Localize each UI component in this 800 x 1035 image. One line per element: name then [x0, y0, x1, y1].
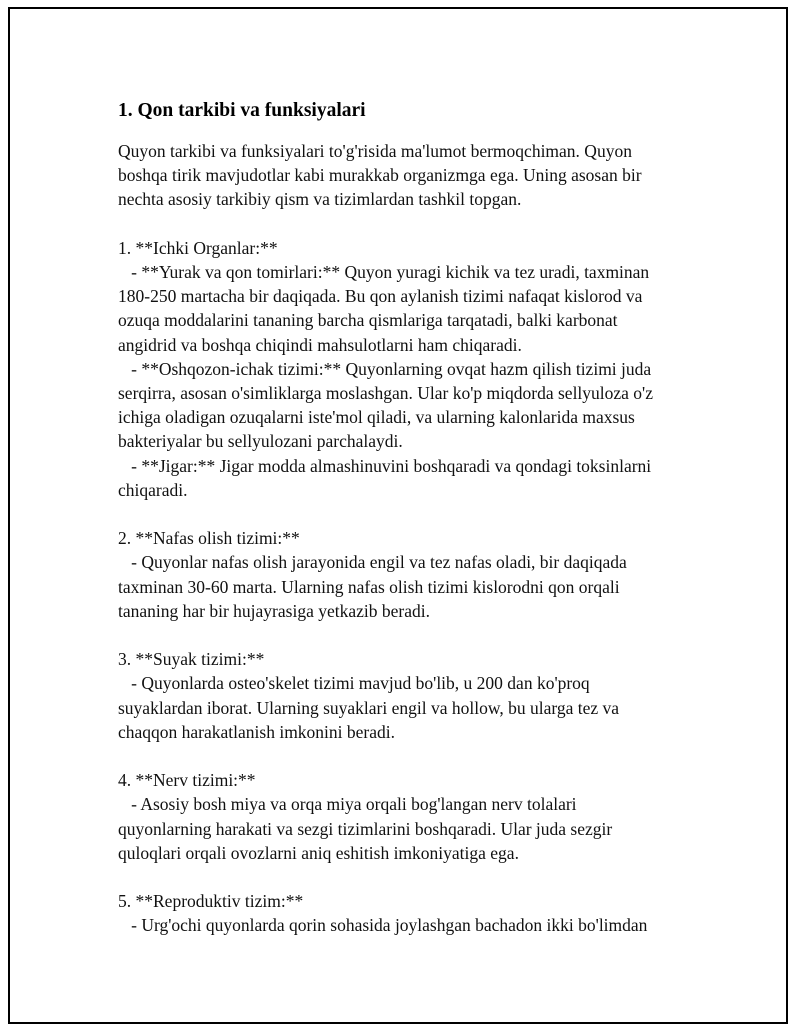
- paragraph-gap: [118, 865, 688, 889]
- document-body: [118, 99, 688, 938]
- section-internal-organs: [118, 236, 688, 502]
- section-reproductive: [118, 889, 688, 937]
- text-line: Quyon tarkibi va funksiyalari to'g'risida ma'lumot bermoqchiman. Quyon: [118, 141, 632, 161]
- intro-paragraph: [118, 139, 688, 212]
- text-line: 180-250 martacha bir daqiqada. Bu qon aylanish tizimi nafaqat kislorod va: [118, 286, 643, 307]
- text-line: - **Jigar:** Jigar modda almashinuvini boshqaradi va qondagi toksinlarni: [118, 455, 652, 476]
- document-title: 1. Qon tarkibi va funksiyalari: [118, 100, 366, 121]
- text-line: - Quyonlar nafas olish jarayonida engil va tez nafas oladi, bir daqiqada: [118, 552, 627, 573]
- text-line: bakteriyalar bu sellyulozani parchalaydi.: [118, 431, 403, 452]
- text-line: taxminan 30-60 marta. Ularning nafas olish tizimi kislorodni qon orqali: [118, 576, 620, 597]
- text-line: - Urg'ochi quyonlarda qorin sohasida joylashgan bachadon ikki bo'limdan: [118, 915, 648, 936]
- text-line: boshqa tirik mavjudotlar kabi murakkab organizmga ega. Uning asosan bir: [118, 165, 642, 186]
- text-line: - Quyonlarda osteo'skelet tizimi mavjud bo'lib, u 200 dan ko'proq: [118, 673, 590, 694]
- text-line: quyonlarning harakati va sezgi tizimlarini boshqaradi. Ular juda sezgir: [118, 818, 613, 839]
- section-heading: 4. **Nerv tizimi:**: [118, 770, 256, 791]
- section-heading: 3. **Suyak tizimi:**: [118, 649, 265, 670]
- text-line: chiqaradi.: [118, 479, 188, 500]
- text-line: quloqlari orqali ovozlarni aniq eshitish imkoniyatiga ega.: [118, 842, 519, 863]
- text-line: tananing har bir hujayrasiga yetkazib beradi.: [118, 600, 430, 621]
- section-heading: 1. **Ichki Organlar:**: [118, 237, 278, 258]
- paragraph-gap: [118, 623, 688, 647]
- text-line: ichiga oladigan ozuqalarni iste'mol qiladi, va ularning kalonlarida maxsus: [118, 407, 635, 428]
- paragraph-gap: [118, 212, 688, 236]
- text-line: - **Oshqozon-ichak tizimi:** Quyonlarning ovqat hazm qilish tizimi juda: [118, 358, 652, 379]
- paragraph-gap: [118, 502, 688, 526]
- paragraph-gap: [118, 744, 688, 768]
- section-respiratory: [118, 526, 688, 623]
- text-line: - Asosiy bosh miya va orqa miya orqali bog'langan nerv tolalari: [118, 794, 577, 815]
- section-heading: 2. **Nafas olish tizimi:**: [118, 528, 300, 549]
- text-line: serqirra, asosan o'simliklarga moslashgan. Ular ko'p miqdorda sellyuloza o'z: [118, 383, 653, 404]
- text-line: nechta asosiy tarkibiy qism va tizimlardan tashkil topgan.: [118, 189, 522, 210]
- text-line: chaqqon harakatlanish imkonini beradi.: [118, 721, 396, 742]
- text-line: angidrid va boshqa chiqindi mahsulotlarni ham chiqaradi.: [118, 334, 522, 355]
- section-heading: 5. **Reproduktiv tizim:**: [118, 891, 304, 912]
- section-nervous: [118, 768, 688, 865]
- text-line: - **Yurak va qon tomirlari:** Quyon yuragi kichik va tez uradi, taxminan: [118, 262, 650, 282]
- section-skeletal: [118, 647, 688, 744]
- text-line: suyaklardan iborat. Ularning suyaklari engil va hollow, bu ularga tez va: [118, 697, 620, 718]
- document-page: [8, 7, 788, 1024]
- text-line: ozuqa moddalarini tananing barcha qismlariga tarqatadi, balki karbonat: [118, 310, 618, 331]
